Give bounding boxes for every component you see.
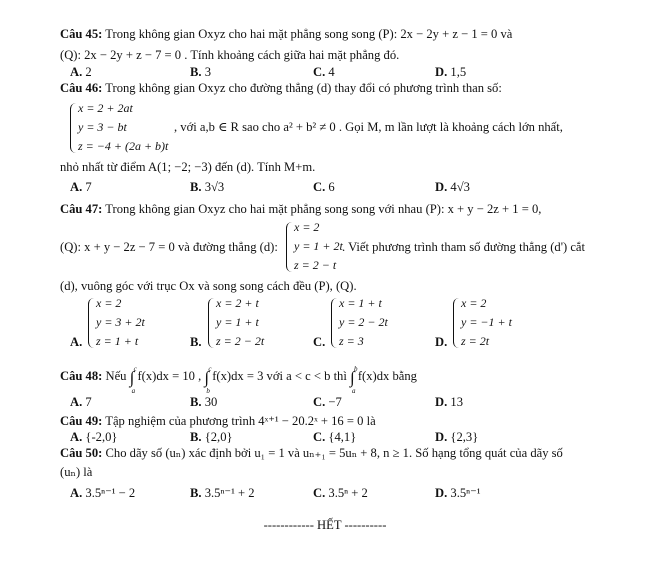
q47-label: Câu 47:	[60, 202, 103, 216]
q46-option-b[interactable]: B. 3√3	[190, 180, 225, 194]
q46-eq-x: x = 2 + 2at	[78, 101, 133, 115]
q49-line: Câu 49: Tập nghiệm của phương trình 4ˣ⁺¹ − 20.2ˣ + 16 = 0 là	[60, 414, 376, 428]
q49-label: Câu 49:	[60, 414, 103, 428]
q47-option-b[interactable]: B.	[190, 335, 202, 349]
q49-option-d[interactable]: D. {2,3}	[435, 430, 479, 444]
q47-line2a: (Q): x + y − 2z − 7 = 0 và đường thẳng (d):	[60, 240, 278, 254]
q46-brace	[70, 103, 76, 153]
q46-text-1: Trong không gian Oxyz cho đường thẳng (d) thay đổi có phương trình than số:	[105, 81, 502, 95]
q47-option-b-system: x = 2 + t y = 1 + t z = 2 − 2t	[208, 296, 298, 350]
q48-option-b[interactable]: B. 30	[190, 395, 218, 409]
q48-integral-1: ∫ c a	[129, 365, 137, 395]
q45-line1	[60, 27, 512, 42]
q47-option-c-system: x = 1 + t y = 2 − 2t z = 3	[331, 296, 421, 350]
q49-option-b[interactable]: B. {2,0}	[190, 430, 233, 444]
q45-option-d[interactable]: D. 1,5	[435, 65, 467, 79]
q50-option-a[interactable]: A. 3.5ⁿ⁻¹ − 2	[70, 486, 136, 500]
q50-line1: Câu 50: Cho dãy số (uₙ) xác định bởi u₁ = 1 và uₙ₊₁ = 5uₙ + 8, n ≥ 1. Số hạng tổng quát của dãy số	[60, 446, 563, 460]
q50-option-d[interactable]: D. 3.5ⁿ⁻¹	[435, 486, 481, 500]
q47-eq-z: z = 2 − t	[294, 258, 337, 272]
q50-option-c[interactable]: C. 3.5ⁿ + 2	[313, 486, 368, 500]
q46-eq-y: y = 3 − bt	[78, 120, 127, 134]
q49-option-a[interactable]: A. {-2,0}	[70, 430, 118, 444]
q47-system	[286, 220, 346, 274]
q45-option-a[interactable]: A. 2	[70, 65, 92, 79]
q47-line3: (d), vuông góc với trục Ox và song song cách đều (P), (Q).	[60, 279, 357, 293]
q47-line2b: . Viết phương trình tham số đường thẳng (d') cắt	[342, 240, 586, 254]
q47-option-a[interactable]: A.	[70, 335, 83, 349]
q46-line3: nhỏ nhất từ điểm A(1; −2; −3) đến (d). Tính M+m.	[60, 160, 316, 174]
q46-option-a[interactable]: A. 7	[70, 180, 92, 194]
q47-line1	[60, 202, 541, 217]
q45-option-c[interactable]: C. 4	[313, 65, 335, 79]
q47-option-c[interactable]: C.	[313, 335, 326, 349]
q45-label: Câu 45:	[60, 27, 103, 41]
q47-eq-x: x = 2	[294, 220, 320, 234]
q47-option-a-system: x = 2 y = 3 + 2t z = 1 + t	[88, 296, 178, 350]
q50-line2: (uₙ) là	[60, 465, 93, 479]
q48-integral-3: ∫ b a	[350, 365, 358, 395]
q50-option-b[interactable]: B. 3.5ⁿ⁻¹ + 2	[190, 486, 255, 500]
q46-option-d[interactable]: D. 4√3	[435, 180, 470, 194]
q45-option-b[interactable]: B. 3	[190, 65, 212, 79]
q45-text-1: Trong không gian Oxyz cho hai mặt phẳng song song (P): 2x − 2y + z − 1 = 0 và	[105, 27, 513, 41]
q46-eq-z: z = −4 + (2a + b)t	[78, 139, 169, 153]
q47-brace	[286, 222, 292, 272]
q46-line1	[60, 81, 502, 96]
q47-eq-y: y = 1 + 2t	[294, 239, 343, 253]
q50-label: Câu 50:	[60, 446, 103, 460]
q47-option-d-system: x = 2 y = −1 + t z = 2t	[453, 296, 543, 350]
q46-system	[70, 101, 180, 155]
q46-option-c[interactable]: C. 6	[313, 180, 335, 194]
q48-label: Câu 48:	[60, 369, 103, 383]
q48-option-d[interactable]: D. 13	[435, 395, 463, 409]
end-marker: ------------ HẾT ----------	[263, 518, 387, 532]
q48-integral-2: ∫ c b	[204, 365, 212, 395]
q46-label: Câu 46:	[60, 81, 103, 95]
q49-option-c[interactable]: C. {4,1}	[313, 430, 357, 444]
q45-line2: (Q): 2x − 2y + z − 7 = 0 . Tính khoảng cách giữa hai mặt phẳng đó.	[60, 48, 400, 62]
q48-line: Câu 48: Nếu ∫ c a f(x)dx = 10 , ∫ c b f(x)dx = 3 với a < c < b thì ∫ b a f(x)dx bằng	[60, 365, 417, 395]
q46-condition: , với a,b ∈ R sao cho a² + b² ≠ 0 . Gọi M, m lần lượt là khoảng cách lớn nhất,	[174, 120, 563, 134]
q47-text-1: Trong không gian Oxyz cho hai mặt phẳng song song với nhau (P): x + y − 2z + 1 = 0,	[105, 202, 542, 216]
q48-option-a[interactable]: A. 7	[70, 395, 92, 409]
q47-option-d[interactable]: D.	[435, 335, 448, 349]
q48-option-c[interactable]: C. −7	[313, 395, 342, 409]
